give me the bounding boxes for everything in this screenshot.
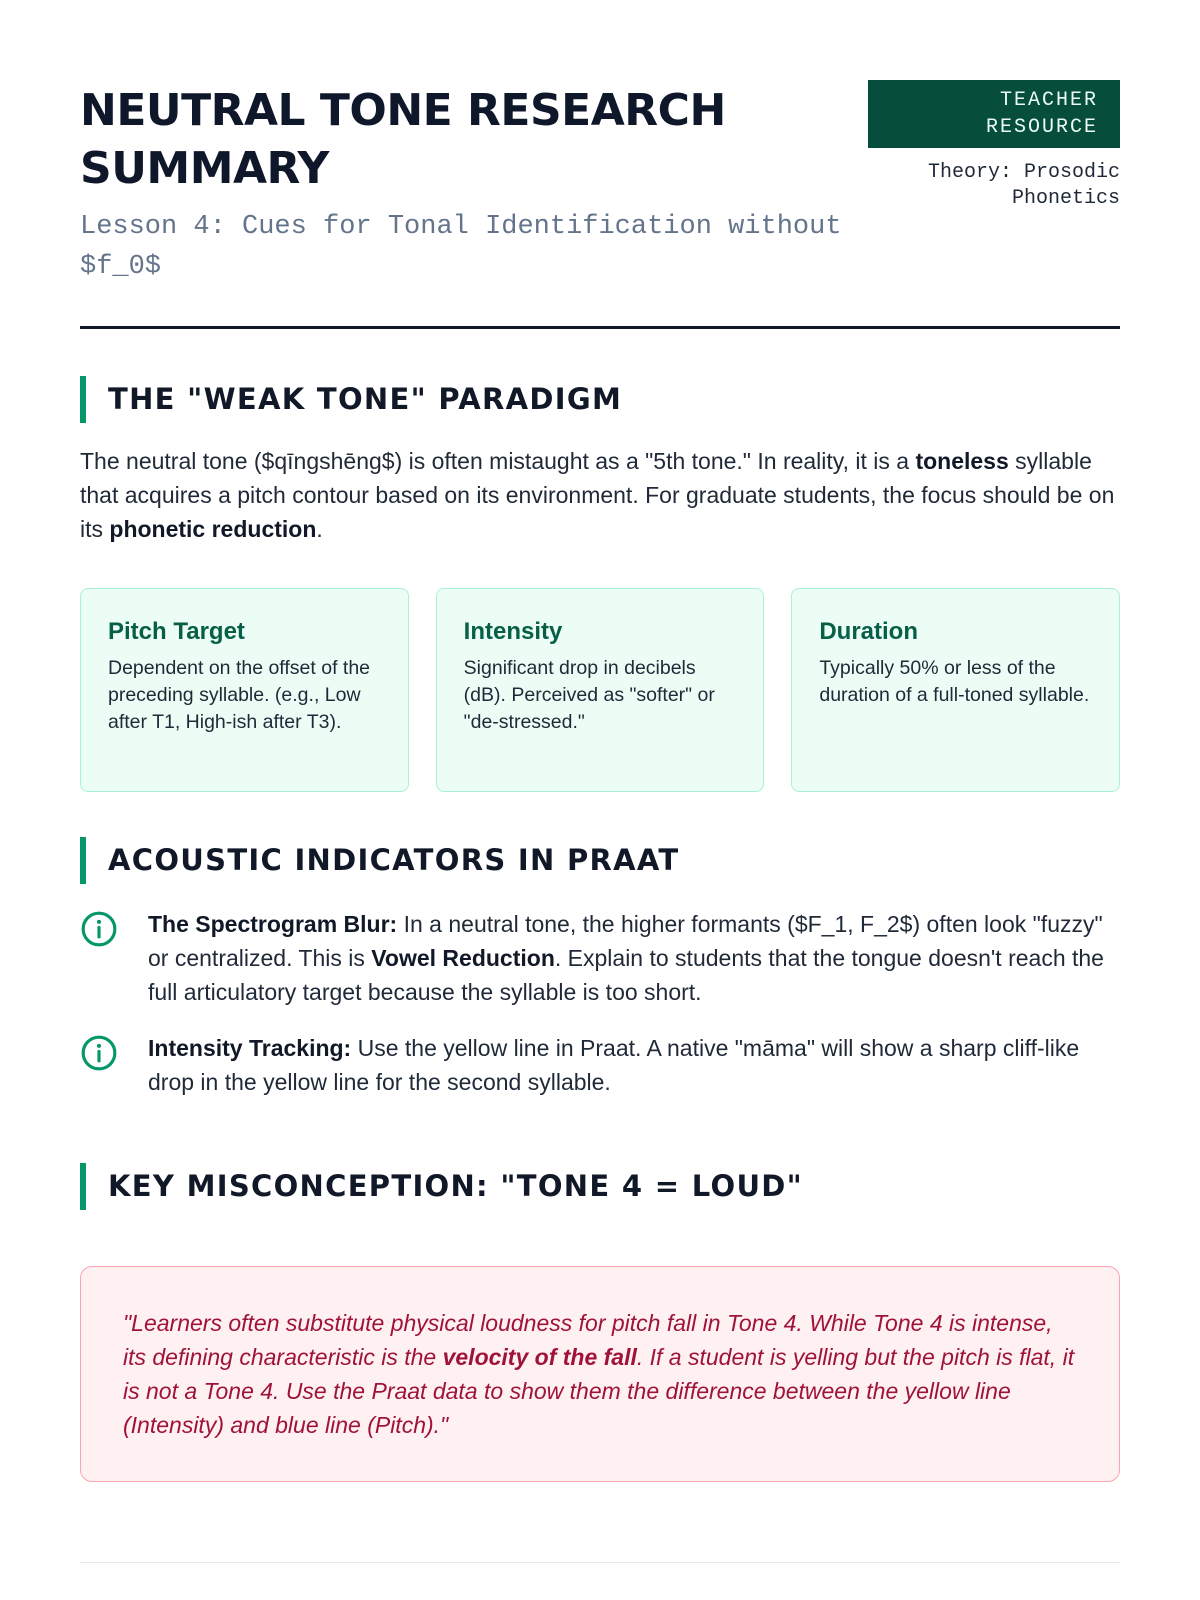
quote-bold: velocity of the fall xyxy=(442,1344,637,1370)
misconception-quote-box xyxy=(80,1266,1120,1482)
intro-text: The neutral tone ($qīngshēng$) is often mistaught as a "5th tone." In reality, it is a xyxy=(80,448,916,474)
indicator-body: Use the yellow line in Praat. A native "māma" will show a sharp cliff-like drop in the yellow line for the second syllable. xyxy=(148,1035,1080,1095)
intro-bold-phonetic-reduction: phonetic reduction xyxy=(109,516,317,542)
header xyxy=(80,80,1120,329)
intro-text: . xyxy=(316,516,323,542)
indicator-body: In a neutral tone, the higher formants ($F_1, F_2$) often look "fuzzy" or centralized. This is xyxy=(148,911,1103,971)
section-heading-acoustic-indicators: ACOUSTIC INDICATORS IN PRAAT xyxy=(80,837,679,884)
quote-text: "Learners often substitute physical loudness for pitch fall in Tone 4. While Tone 4 is intense, its defining characteristic is the xyxy=(123,1310,1053,1370)
page-title: NEUTRAL TONE RESEARCH SUMMARY xyxy=(80,85,726,194)
card-intensity xyxy=(436,588,765,792)
footer-divider xyxy=(80,1562,1120,1563)
indicator-intensity-tracking xyxy=(80,1031,1120,1099)
card-body: Dependent on the offset of the preceding syllable. (e.g., Low after T1, High-ish after T3). xyxy=(108,657,371,733)
page-subtitle: Lesson 4: Cues for Tonal Identification without $f_0$ xyxy=(80,212,842,282)
intro-bold-toneless: toneless xyxy=(915,448,1009,474)
indicator-body: . Explain to students that the tongue doesn't reach the full articulatory target because the syllable is too short. xyxy=(148,945,1104,1005)
section-heading-weak-tone: THE "WEAK TONE" PARADIGM xyxy=(80,376,622,423)
indicator-bold: Vowel Reduction xyxy=(371,945,555,971)
card-duration xyxy=(791,588,1120,792)
indicator-label: Intensity Tracking: xyxy=(148,1035,352,1061)
card-body: Typically 50% or less of the duration of a full-toned syllable. xyxy=(819,657,1090,706)
indicator-text xyxy=(148,1031,1120,1099)
card-title: Duration xyxy=(819,618,919,645)
teacher-resource-badge: TEACHER RESOURCE xyxy=(868,80,1120,148)
theory-label: Theory: Prosodic Phonetics xyxy=(927,161,1120,210)
intro-paragraph xyxy=(80,444,1120,546)
card-body: Significant drop in decibels (dB). Perceived as "softer" or "de-stressed." xyxy=(463,657,715,733)
misconception-quote xyxy=(123,1306,1077,1442)
intro-text: syllable that acquires a pitch contour based on its environment. For graduate students, the focus should be on its xyxy=(80,448,1115,542)
card-pitch-target xyxy=(80,588,409,792)
indicator-spectrogram-blur xyxy=(80,907,1120,1009)
info-icon xyxy=(80,910,118,948)
quote-text: . If a student is yelling but the pitch is flat, it is not a Tone 4. Use the Praat data to show them the difference between the yellow line (Intensity) and blue line (Pitch)." xyxy=(123,1344,1075,1438)
cue-cards xyxy=(80,588,1120,792)
section-heading-key-misconception: KEY MISCONCEPTION: "TONE 4 = LOUD" xyxy=(80,1163,803,1210)
indicator-text xyxy=(148,907,1120,1009)
card-title: Intensity xyxy=(463,618,563,645)
info-icon xyxy=(80,1034,118,1072)
indicator-label: The Spectrogram Blur: xyxy=(148,911,398,937)
card-title: Pitch Target xyxy=(108,618,245,645)
